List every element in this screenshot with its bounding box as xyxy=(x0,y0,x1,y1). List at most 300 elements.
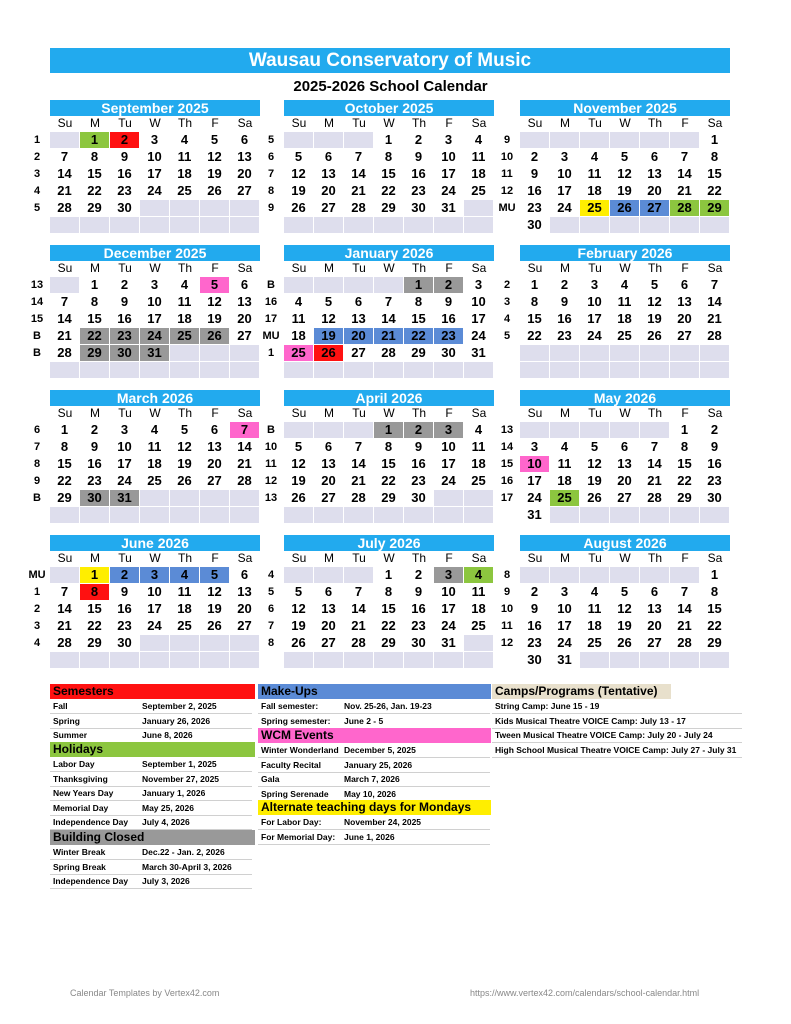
empty-cell xyxy=(550,217,579,233)
week-number: 2 xyxy=(503,279,511,291)
empty-cell xyxy=(170,507,199,523)
day-cell: 30 xyxy=(404,200,433,216)
week-row xyxy=(26,473,265,490)
empty-cell xyxy=(140,507,169,523)
day-cell: 9 xyxy=(550,294,579,310)
day-cell: 13 xyxy=(640,166,669,182)
weekday-label: Sa xyxy=(237,261,253,275)
day-cell: 29 xyxy=(404,345,433,361)
weekday-label: Sa xyxy=(471,406,487,420)
weekday-header-row xyxy=(520,406,730,421)
weekday-header-row xyxy=(50,261,260,276)
weekday-label: Tu xyxy=(352,116,366,130)
day-cell: 12 xyxy=(314,311,343,327)
day-cell: 28 xyxy=(50,200,79,216)
day-cell: 22 xyxy=(374,183,403,199)
legend-label: Independence Day xyxy=(53,876,129,886)
day-cell: 11 xyxy=(550,456,579,472)
weekday-label: Th xyxy=(411,261,426,275)
day-cell: 9 xyxy=(110,149,139,165)
day-cell: 17 xyxy=(140,601,169,617)
day-cell: 14 xyxy=(230,439,259,455)
day-cell: 12 xyxy=(640,294,669,310)
empty-cell xyxy=(670,217,699,233)
week-row xyxy=(260,635,499,652)
empty-cell xyxy=(550,422,579,438)
legend-label: For Labor Day: xyxy=(261,817,322,827)
empty-cell xyxy=(200,652,229,668)
day-cell: 9 xyxy=(80,439,109,455)
calendar-title-banner: Wausau Conservatory of Music xyxy=(50,48,730,73)
day-cell: 30 xyxy=(110,635,139,651)
weekday-label: Tu xyxy=(352,551,366,565)
weekday-label: Th xyxy=(647,551,662,565)
day-cell: 13 xyxy=(314,456,343,472)
weekday-label: Sa xyxy=(707,116,723,130)
day-cell: 18 xyxy=(550,473,579,489)
day-cell: 14 xyxy=(640,456,669,472)
empty-cell xyxy=(344,422,373,438)
empty-cell xyxy=(314,567,343,583)
week-number: 13 xyxy=(500,424,514,436)
empty-cell xyxy=(610,362,639,378)
empty-cell xyxy=(404,217,433,233)
day-cell: 28 xyxy=(344,635,373,651)
legend-label: New Years Day xyxy=(53,788,114,798)
weekday-label: W xyxy=(383,261,395,275)
legend-row xyxy=(492,699,742,714)
week-number: 16 xyxy=(500,475,514,487)
weekday-label: Tu xyxy=(118,261,132,275)
legend-value: November 27, 2025 xyxy=(142,773,220,784)
day-cell: 15 xyxy=(374,456,403,472)
day-cell: 3 xyxy=(140,567,169,583)
wcm-events-header: WCM Events xyxy=(258,728,491,743)
week-number: 9 xyxy=(503,134,511,146)
weekday-label: M xyxy=(324,116,334,130)
empty-cell xyxy=(640,132,669,148)
day-cell: 2 xyxy=(700,422,729,438)
week-number: 7 xyxy=(267,620,275,632)
week-row xyxy=(496,584,735,601)
week-number: 2 xyxy=(33,603,41,615)
legend-row xyxy=(50,801,252,816)
day-cell: 30 xyxy=(404,635,433,651)
empty-cell xyxy=(170,490,199,506)
week-row xyxy=(496,328,735,345)
day-cell: 28 xyxy=(700,328,729,344)
weekday-label: W xyxy=(619,261,631,275)
day-cell: 21 xyxy=(50,618,79,634)
day-cell: 2 xyxy=(110,277,139,293)
day-cell: 6 xyxy=(230,132,259,148)
week-row xyxy=(260,345,499,362)
week-row xyxy=(496,132,735,149)
legend-row xyxy=(258,758,490,773)
day-cell: 27 xyxy=(640,200,669,216)
weekday-label: M xyxy=(90,116,100,130)
day-cell: 23 xyxy=(520,200,549,216)
weekday-label: W xyxy=(619,551,631,565)
legend-value: January 25, 2026 xyxy=(344,759,413,770)
empty-cell xyxy=(520,132,549,148)
week-row xyxy=(496,200,735,217)
empty-cell xyxy=(580,132,609,148)
day-cell: 9 xyxy=(404,149,433,165)
weekday-label: Sa xyxy=(237,406,253,420)
week-row xyxy=(26,362,265,379)
day-cell: 16 xyxy=(520,183,549,199)
empty-cell xyxy=(464,362,493,378)
week-row xyxy=(260,618,499,635)
day-cell: 29 xyxy=(50,490,79,506)
month-calendar xyxy=(496,535,735,673)
day-cell: 18 xyxy=(464,456,493,472)
day-cell: 1 xyxy=(80,132,109,148)
day-cell: 8 xyxy=(670,439,699,455)
legend-value: Nov. 25-26, Jan. 19-23 xyxy=(344,701,432,711)
empty-cell xyxy=(374,507,403,523)
empty-cell xyxy=(550,567,579,583)
day-cell: 10 xyxy=(520,456,549,472)
day-cell: 7 xyxy=(700,277,729,293)
day-cell: 12 xyxy=(284,166,313,182)
empty-cell xyxy=(200,507,229,523)
day-cell: 28 xyxy=(670,200,699,216)
day-cell: 27 xyxy=(640,635,669,651)
day-cell: 14 xyxy=(344,456,373,472)
empty-cell xyxy=(640,362,669,378)
week-number: 11 xyxy=(501,620,513,632)
weekday-label: M xyxy=(560,406,570,420)
week-number: 10 xyxy=(500,603,514,615)
empty-cell xyxy=(80,507,109,523)
day-cell: 8 xyxy=(80,584,109,600)
legend-value: June 2 - 5 xyxy=(344,715,384,726)
week-row xyxy=(496,456,735,473)
day-cell: 16 xyxy=(550,311,579,327)
legend-row xyxy=(50,845,252,860)
day-cell: 4 xyxy=(610,277,639,293)
day-cell: 20 xyxy=(610,473,639,489)
day-cell: 3 xyxy=(550,149,579,165)
legend-value: December 5, 2025 xyxy=(344,745,416,755)
week-number: 8 xyxy=(503,569,511,581)
day-cell: 28 xyxy=(50,635,79,651)
month-title: November 2025 xyxy=(520,100,730,116)
day-cell: 15 xyxy=(404,311,433,327)
week-row xyxy=(260,277,499,294)
day-cell: 22 xyxy=(520,328,549,344)
empty-cell xyxy=(170,217,199,233)
week-number: 3 xyxy=(33,620,41,632)
day-cell: 6 xyxy=(610,439,639,455)
week-row xyxy=(496,345,735,362)
day-cell: 27 xyxy=(230,328,259,344)
day-cell: 1 xyxy=(80,277,109,293)
empty-cell xyxy=(700,362,729,378)
weekday-header-row xyxy=(284,406,494,421)
week-row xyxy=(260,507,499,524)
day-cell: 2 xyxy=(110,132,139,148)
legend-value: September 2, 2025 xyxy=(142,701,217,711)
day-cell: 29 xyxy=(700,200,729,216)
week-row xyxy=(496,652,735,669)
day-cell: 31 xyxy=(140,345,169,361)
legend-row xyxy=(50,815,252,830)
day-cell: 17 xyxy=(434,601,463,617)
day-cell: 25 xyxy=(580,635,609,651)
empty-cell xyxy=(464,652,493,668)
day-cell: 22 xyxy=(700,183,729,199)
legend-value: March 30-April 3, 2026 xyxy=(142,861,232,872)
empty-cell xyxy=(284,567,313,583)
week-number: B xyxy=(33,330,41,342)
day-cell: 2 xyxy=(404,567,433,583)
legend-value: January 26, 2026 xyxy=(142,715,211,726)
empty-cell xyxy=(80,652,109,668)
weekday-label: Th xyxy=(411,116,426,130)
legend-row xyxy=(258,743,490,758)
day-cell: 12 xyxy=(170,439,199,455)
week-row xyxy=(496,149,735,166)
footer-url: https://www.vertex42.com/calendars/school-calendar.html xyxy=(470,988,700,998)
day-cell: 20 xyxy=(230,166,259,182)
empty-cell xyxy=(50,507,79,523)
legend-row xyxy=(258,699,490,714)
week-row xyxy=(260,652,499,669)
day-cell: 3 xyxy=(464,277,493,293)
day-cell: 24 xyxy=(550,200,579,216)
empty-cell xyxy=(670,132,699,148)
week-number: MU xyxy=(498,202,516,214)
legend-value: March 7, 2026 xyxy=(344,774,400,784)
legend-text: String Camp: June 15 - 19 xyxy=(495,701,600,711)
weekday-label: F xyxy=(211,116,219,130)
day-cell: 8 xyxy=(80,149,109,165)
week-row xyxy=(496,217,735,234)
legend-label: Spring xyxy=(53,715,80,726)
day-cell: 29 xyxy=(80,635,109,651)
empty-cell xyxy=(434,217,463,233)
day-cell: 23 xyxy=(404,618,433,634)
empty-cell xyxy=(434,490,463,506)
legend-row xyxy=(50,728,252,743)
day-cell: 6 xyxy=(314,584,343,600)
month-calendar xyxy=(260,535,499,673)
day-cell: 9 xyxy=(520,601,549,617)
day-cell: 15 xyxy=(670,456,699,472)
legend-value: May 25, 2026 xyxy=(142,802,194,813)
week-row xyxy=(496,567,735,584)
day-cell: 7 xyxy=(344,149,373,165)
day-cell: 10 xyxy=(140,149,169,165)
weekday-label: Tu xyxy=(588,116,602,130)
empty-cell xyxy=(344,132,373,148)
day-cell: 18 xyxy=(580,618,609,634)
week-number: 8 xyxy=(267,637,275,649)
week-row xyxy=(26,490,265,507)
empty-cell xyxy=(580,567,609,583)
day-cell: 23 xyxy=(700,473,729,489)
empty-cell xyxy=(230,217,259,233)
month-calendar xyxy=(26,100,265,238)
day-cell: 22 xyxy=(50,473,79,489)
week-number: 1 xyxy=(33,586,41,598)
day-cell: 17 xyxy=(464,311,493,327)
day-cell: 10 xyxy=(464,294,493,310)
empty-cell xyxy=(200,635,229,651)
empty-cell xyxy=(314,132,343,148)
month-title: June 2026 xyxy=(50,535,260,551)
day-cell: 13 xyxy=(344,311,373,327)
week-number: 16 xyxy=(264,296,278,308)
empty-cell xyxy=(374,217,403,233)
week-row xyxy=(260,567,499,584)
day-cell: 9 xyxy=(520,166,549,182)
day-cell: 18 xyxy=(140,456,169,472)
legend-text: High School Musical Theatre VOICE Camp: July 27 - July 31 xyxy=(495,744,737,755)
day-cell: 1 xyxy=(50,422,79,438)
day-cell: 19 xyxy=(200,166,229,182)
month-calendar xyxy=(260,100,499,238)
empty-cell xyxy=(284,507,313,523)
day-cell: 29 xyxy=(374,200,403,216)
week-number: B xyxy=(33,492,41,504)
month-calendar xyxy=(26,245,265,383)
day-cell: 2 xyxy=(550,277,579,293)
empty-cell xyxy=(374,652,403,668)
day-cell: 27 xyxy=(230,618,259,634)
day-cell: 4 xyxy=(550,439,579,455)
week-number: 11 xyxy=(265,458,277,470)
day-cell: 26 xyxy=(170,473,199,489)
day-cell: 20 xyxy=(640,618,669,634)
weekday-label: Th xyxy=(647,261,662,275)
day-cell: 30 xyxy=(520,652,549,668)
day-cell: 13 xyxy=(230,294,259,310)
calendar-subtitle: 2025-2026 School Calendar xyxy=(293,78,488,95)
empty-cell xyxy=(170,345,199,361)
day-cell: 21 xyxy=(374,328,403,344)
day-cell: 12 xyxy=(610,601,639,617)
day-cell: 4 xyxy=(464,422,493,438)
day-cell: 11 xyxy=(170,294,199,310)
week-number: 12 xyxy=(264,475,278,487)
month-title: January 2026 xyxy=(284,245,494,261)
empty-cell xyxy=(670,507,699,523)
legend-value: June 8, 2026 xyxy=(142,730,193,740)
day-cell: 19 xyxy=(580,473,609,489)
day-cell: 29 xyxy=(670,490,699,506)
day-cell: 22 xyxy=(700,618,729,634)
day-cell: 15 xyxy=(50,456,79,472)
week-row xyxy=(26,567,265,584)
day-cell: 6 xyxy=(230,277,259,293)
empty-cell xyxy=(670,652,699,668)
day-cell: 24 xyxy=(464,328,493,344)
week-row xyxy=(260,149,499,166)
legend-row xyxy=(492,728,742,743)
day-cell: 9 xyxy=(404,584,433,600)
day-cell: 27 xyxy=(230,183,259,199)
empty-cell xyxy=(110,217,139,233)
day-cell: 27 xyxy=(200,473,229,489)
empty-cell xyxy=(170,200,199,216)
empty-cell xyxy=(404,507,433,523)
legend-value: November 24, 2025 xyxy=(344,817,422,827)
weekday-header-row xyxy=(520,116,730,131)
weekday-label: Th xyxy=(177,551,192,565)
day-cell: 4 xyxy=(170,567,199,583)
weekday-label: F xyxy=(445,116,453,130)
day-cell: 7 xyxy=(50,149,79,165)
day-cell: 26 xyxy=(640,328,669,344)
weekday-label: Tu xyxy=(352,406,366,420)
weekday-label: Sa xyxy=(237,116,253,130)
day-cell: 26 xyxy=(284,490,313,506)
day-cell: 6 xyxy=(314,439,343,455)
month-calendar xyxy=(260,245,499,383)
day-cell: 20 xyxy=(230,601,259,617)
legend-label: Spring Break xyxy=(53,861,106,872)
empty-cell xyxy=(434,652,463,668)
day-cell: 4 xyxy=(140,422,169,438)
empty-cell xyxy=(580,217,609,233)
day-cell: 11 xyxy=(170,584,199,600)
weekday-label: M xyxy=(90,406,100,420)
empty-cell xyxy=(314,652,343,668)
legend-label: Thanksgiving xyxy=(53,773,108,784)
week-number: 11 xyxy=(501,168,513,180)
week-row xyxy=(260,311,499,328)
day-cell: 5 xyxy=(200,132,229,148)
empty-cell xyxy=(640,567,669,583)
day-cell: 17 xyxy=(580,311,609,327)
week-number: B xyxy=(267,424,275,436)
month-calendar xyxy=(496,390,735,528)
day-cell: 22 xyxy=(80,328,109,344)
empty-cell xyxy=(110,507,139,523)
day-cell: 18 xyxy=(610,311,639,327)
day-cell: 13 xyxy=(314,601,343,617)
day-cell: 31 xyxy=(520,507,549,523)
day-cell: 25 xyxy=(170,328,199,344)
day-cell: 22 xyxy=(374,618,403,634)
empty-cell xyxy=(640,345,669,361)
weekday-header-row xyxy=(284,116,494,131)
empty-cell xyxy=(610,132,639,148)
day-cell: 13 xyxy=(314,166,343,182)
empty-cell xyxy=(520,345,549,361)
legend-label: Faculty Recital xyxy=(261,759,321,770)
empty-cell xyxy=(700,652,729,668)
legend-text: Tween Musical Theatre VOICE Camp: July 20 - July 24 xyxy=(495,730,713,740)
empty-cell xyxy=(170,362,199,378)
day-cell: 15 xyxy=(80,311,109,327)
week-row xyxy=(26,183,265,200)
week-number: MU xyxy=(262,330,280,342)
day-cell: 24 xyxy=(140,618,169,634)
legend-label: Winter Break xyxy=(53,847,106,857)
day-cell: 28 xyxy=(230,473,259,489)
empty-cell xyxy=(314,507,343,523)
empty-cell xyxy=(284,277,313,293)
day-cell: 26 xyxy=(580,490,609,506)
day-cell: 11 xyxy=(464,439,493,455)
day-cell: 11 xyxy=(610,294,639,310)
legend-label: For Memorial Day: xyxy=(261,831,336,842)
